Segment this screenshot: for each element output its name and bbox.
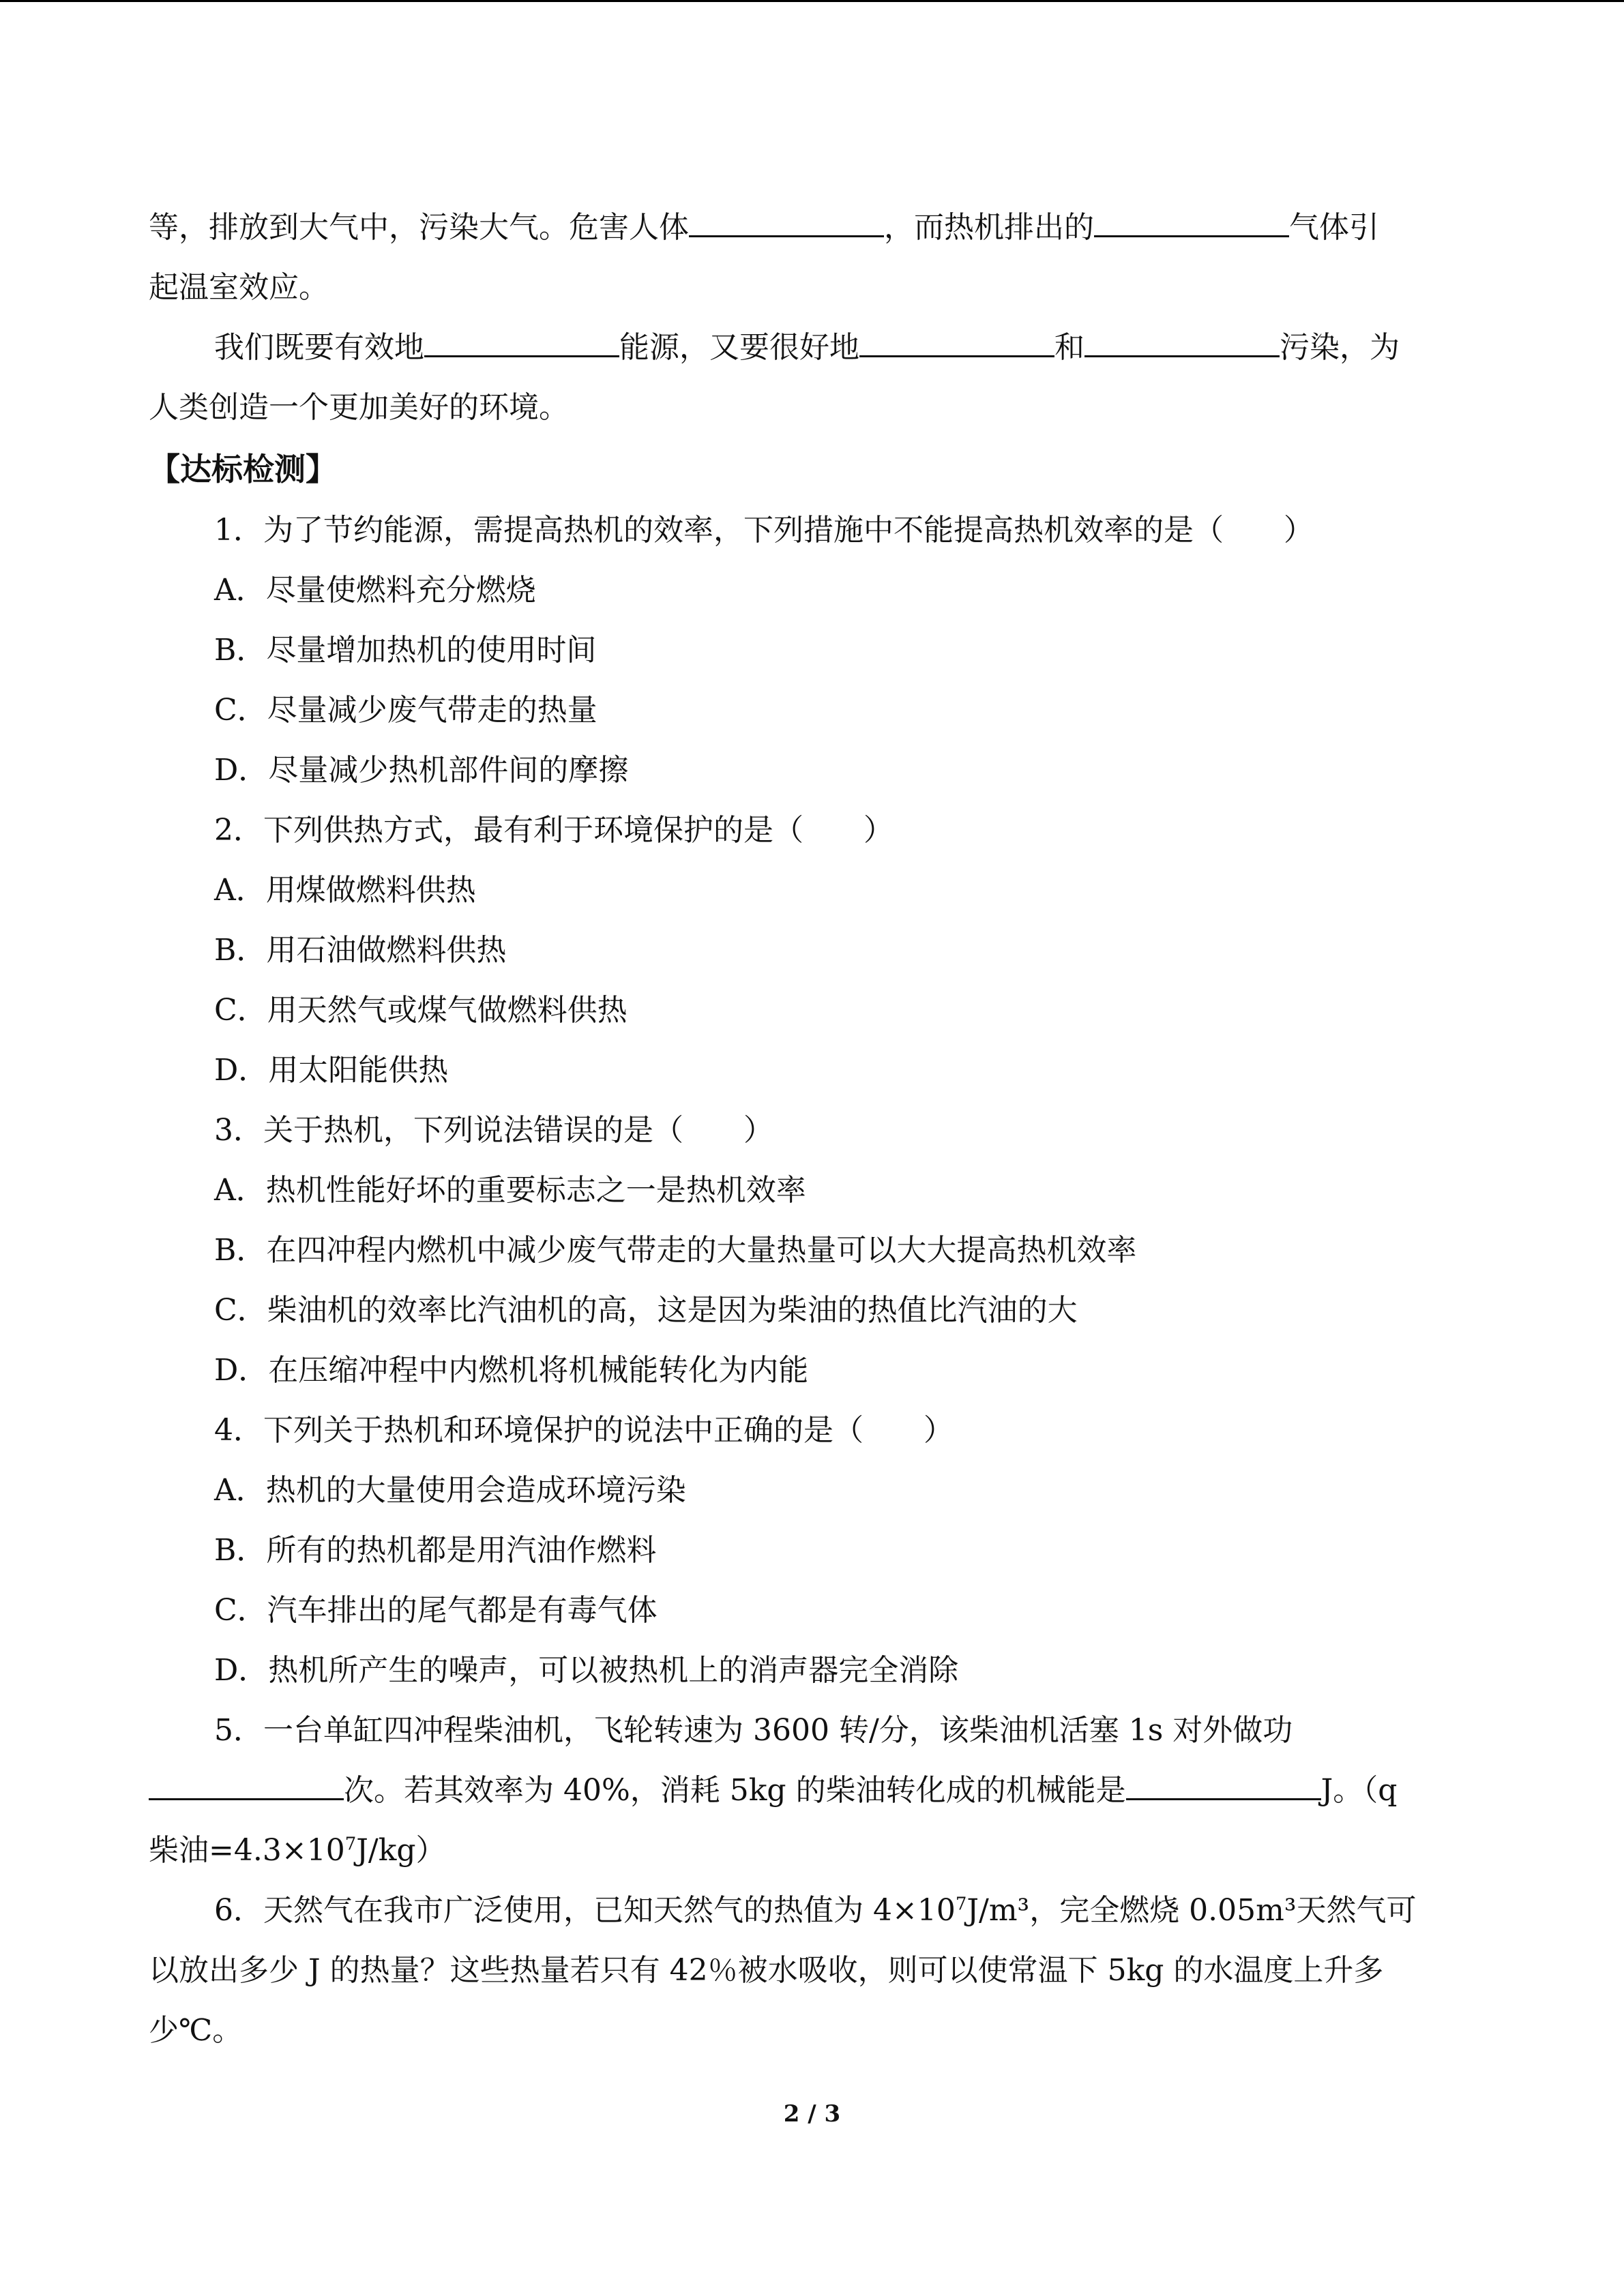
option-b[interactable]: B．在四冲程内燃机中减少废气带走的大量热量可以大大提高热机效率 xyxy=(214,1233,1137,1268)
text: 气体引 xyxy=(1289,210,1379,245)
option-b[interactable]: B．用石油做燃料供热 xyxy=(214,933,507,968)
question-stem: 5．一台单缸四冲程柴油机，飞轮转速为 3600 转/分，该柴油机活塞 1s 对外做功 xyxy=(214,1713,1293,1748)
answer-blank[interactable] xyxy=(424,331,619,357)
text: J。（q xyxy=(1320,1773,1398,1808)
text: J/m³，完全燃烧 0.05m³天然气可 xyxy=(966,1893,1417,1928)
option-c[interactable]: C．汽车排出的尾气都是有毒气体 xyxy=(214,1593,658,1628)
question-line: 以放出多少 J 的热量？这些热量若只有 42％被水吸收，则可以使常温下 5kg 的水温度上升多 xyxy=(149,1953,1384,1988)
option-d[interactable]: D．在压缩冲程中内燃机将机械能转化为内能 xyxy=(214,1353,809,1388)
question-stem: 4．下列关于热机和环境保护的说法中正确的是（ ） xyxy=(214,1413,954,1448)
option-c[interactable]: C．柴油机的效率比汽油机的高，这是因为柴油的热值比汽油的大 xyxy=(214,1293,1078,1328)
option-d[interactable]: D．热机所产生的噪声，可以被热机上的消声器完全消除 xyxy=(214,1653,959,1688)
page-number: 2 / 3 xyxy=(783,2100,841,2128)
answer-blank[interactable] xyxy=(1084,331,1280,357)
text: 我们既要有效地 xyxy=(214,330,424,365)
question-5 xyxy=(149,1701,1460,1881)
question-4 xyxy=(149,1401,1460,1701)
option-a[interactable]: A．用煤做燃料供热 xyxy=(214,873,476,908)
intro-line-4: 人类创造一个更加美好的环境。 xyxy=(149,390,569,425)
text: 和 xyxy=(1054,330,1084,365)
question-line xyxy=(149,1761,1460,1821)
answer-blank[interactable] xyxy=(689,211,884,237)
document-body xyxy=(149,198,1460,2061)
intro-line-2: 起温室效应。 xyxy=(149,270,329,305)
question-line xyxy=(149,1821,1460,1881)
intro-line-1 xyxy=(149,198,1460,258)
question-1 xyxy=(149,501,1460,801)
option-a[interactable]: A．尽量使燃料充分燃烧 xyxy=(214,573,536,608)
option-a[interactable]: A．热机的大量使用会造成环境污染 xyxy=(214,1473,686,1508)
answer-blank[interactable] xyxy=(1126,1774,1321,1800)
section-title: 【达标检测】 xyxy=(149,451,337,488)
text: J/kg） xyxy=(356,1833,446,1868)
exponent: 7 xyxy=(344,1834,357,1855)
question-2 xyxy=(149,801,1460,1101)
option-b[interactable]: B．所有的热机都是用汽油作燃料 xyxy=(214,1533,657,1568)
question-line: 少℃。 xyxy=(149,2013,243,2048)
text: ，而热机排出的 xyxy=(884,210,1094,245)
option-a[interactable]: A．热机性能好坏的重要标志之一是热机效率 xyxy=(214,1173,806,1208)
option-b[interactable]: B．尽量增加热机的使用时间 xyxy=(214,633,597,668)
option-c[interactable]: C．用天然气或煤气做燃料供热 xyxy=(214,993,628,1028)
option-d[interactable]: D．尽量减少热机部件间的摩擦 xyxy=(214,753,629,788)
question-stem xyxy=(149,1881,1460,1941)
intro-line-3 xyxy=(149,318,1460,378)
question-stem: 1．为了节约能源，需提高热机的效率，下列措施中不能提高热机效率的是（ ） xyxy=(214,513,1314,548)
question-stem: 3．关于热机，下列说法错误的是（ ） xyxy=(214,1113,773,1148)
answer-blank[interactable] xyxy=(149,1774,344,1800)
text: 污染，为 xyxy=(1280,330,1400,365)
answer-blank[interactable] xyxy=(1094,211,1289,237)
option-c[interactable]: C．尽量减少废气带走的热量 xyxy=(214,693,597,728)
text: 等，排放到大气中，污染大气。危害人体 xyxy=(149,210,689,245)
option-d[interactable]: D．用太阳能供热 xyxy=(214,1053,449,1088)
answer-blank[interactable] xyxy=(859,331,1054,357)
top-border xyxy=(0,0,1624,2)
text: 次。若其效率为 40%，消耗 5kg 的柴油转化成的机械能是 xyxy=(344,1773,1126,1808)
exponent: 7 xyxy=(955,1894,967,1915)
text: 能源，又要很好地 xyxy=(619,330,859,365)
question-6 xyxy=(149,1881,1460,2061)
text: 6．天然气在我市广泛使用，已知天然气的热值为 4×10 xyxy=(214,1893,956,1928)
text: 柴油=4.3×10 xyxy=(149,1833,345,1868)
question-3 xyxy=(149,1101,1460,1401)
question-stem: 2．下列供热方式，最有利于环境保护的是（ ） xyxy=(214,813,894,848)
